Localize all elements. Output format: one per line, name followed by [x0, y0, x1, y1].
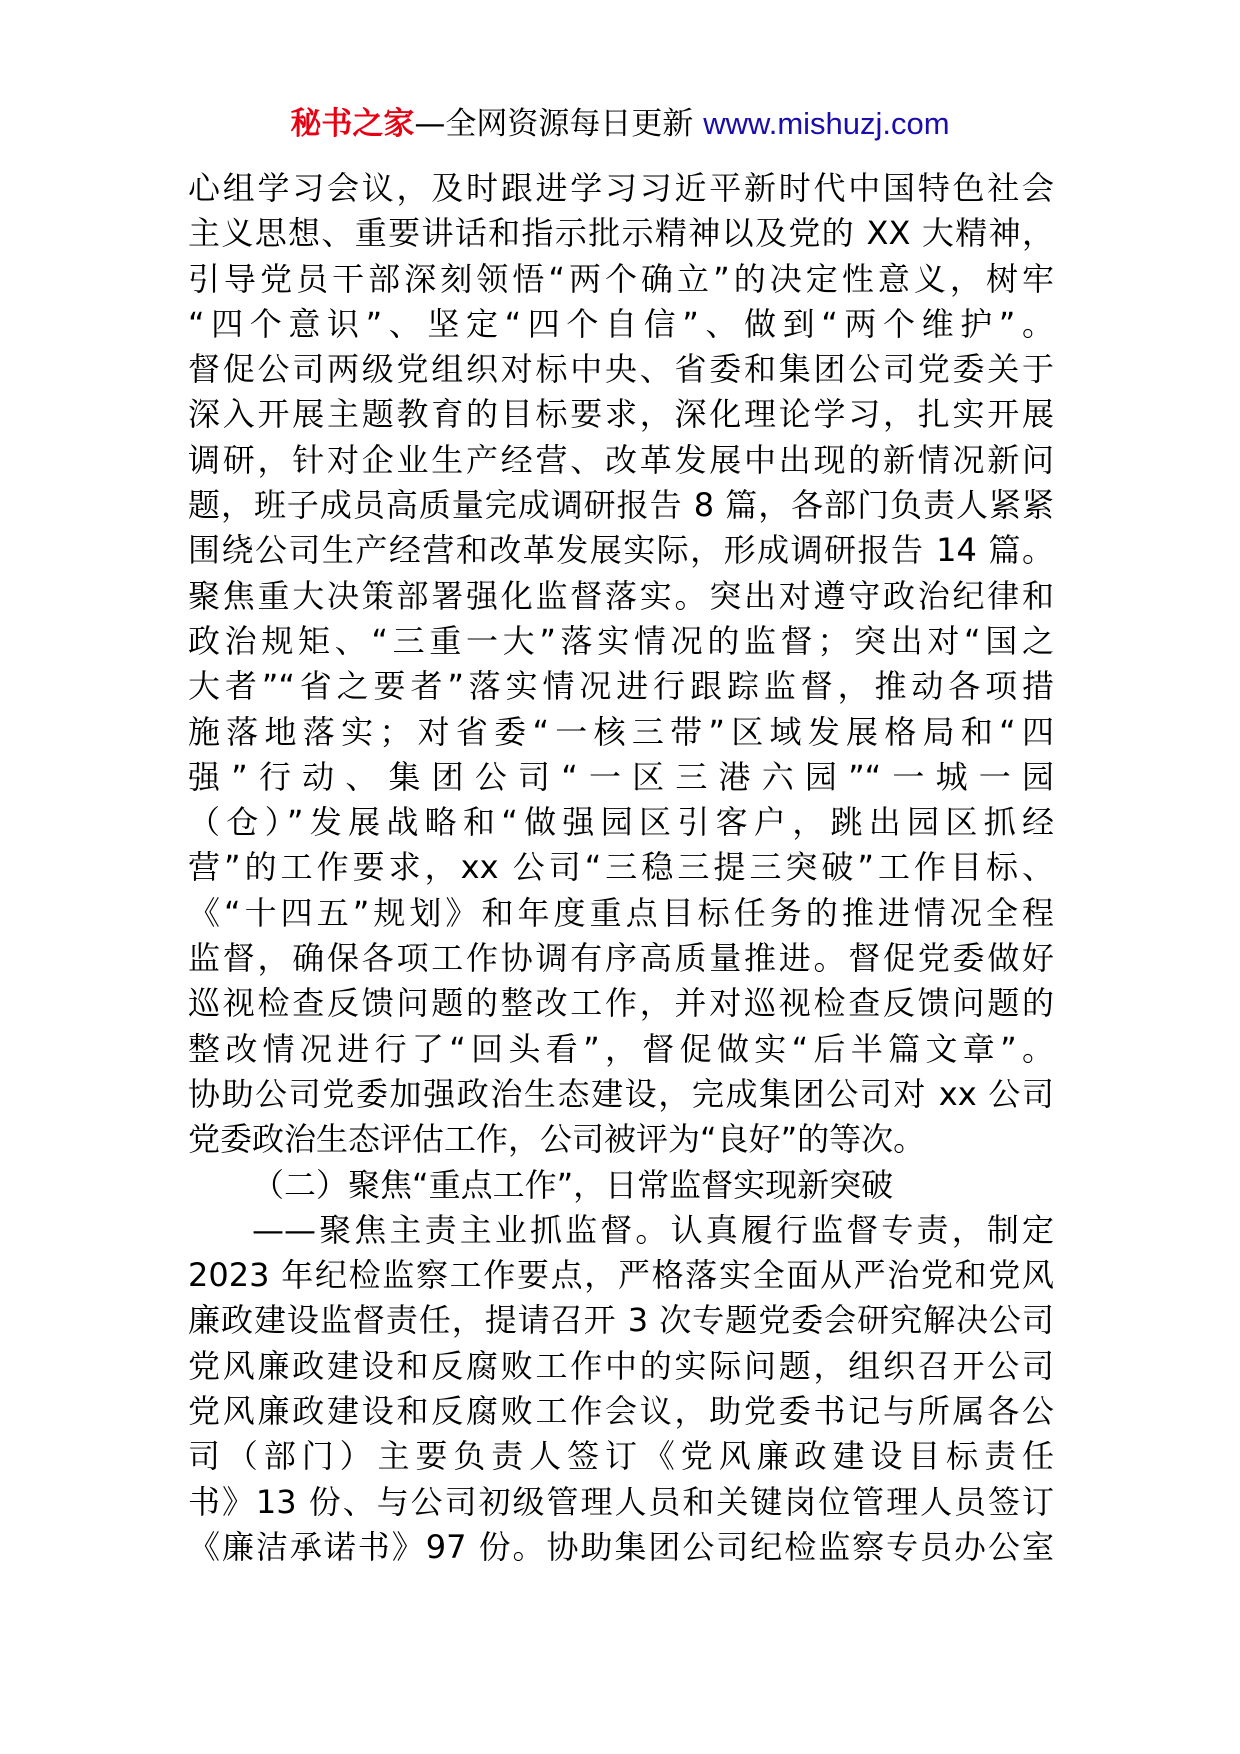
site-header	[0, 100, 1240, 148]
text-line: 心组学习会议，及时跟进学习习近平新时代中国特色社会	[188, 169, 1054, 207]
text-line: 围绕公司生产经营和改革发展实际，形成调研报告 14 篇。	[188, 531, 1054, 570]
text-line: 党委政治生态评估工作，公司被评为“良好”的等次。	[188, 1120, 926, 1159]
site-brand: 秘书之家	[290, 106, 415, 142]
text-line: 协助公司党委加强政治生态建设，完成集团公司对 xx 公司	[188, 1074, 1054, 1113]
text-line: 党风廉政建设和反腐败工作中的实际问题，组织召开公司	[188, 1346, 1054, 1385]
text-line: 督促公司两级党组织对标中央、省委和集团公司党委关于	[188, 350, 1054, 389]
text-line: 调研，针对企业生产经营、改革发展中出现的新情况新问	[188, 440, 1054, 479]
text-line: 政治规矩、“三重一大”落实情况的监督；突出对“国之	[188, 621, 1054, 660]
text-line: 引导党员干部深刻领悟“两个确立”的决定性意义，树牢	[188, 259, 1054, 298]
text-line: 主义思想、重要讲话和指示批示精神以及党的 XX 大精神，	[188, 214, 1054, 253]
text-line: 整改情况进行了“回头看”，督促做实“后半篇文章”。	[188, 1029, 1054, 1068]
text-line: 《廉洁承诺书》97 份。协助集团公司纪检监察专员办公室	[188, 1527, 1054, 1566]
text-line: 营”的工作要求，xx 公司“三稳三提三突破”工作目标、	[188, 848, 1054, 887]
text-line: 廉政建设监督责任，提请召开 3 次专题党委会研究解决公司	[188, 1301, 1054, 1340]
text-line: （仓）”发展战略和“做强园区引客户，跳出园区抓经	[188, 803, 1054, 842]
section-heading: （二）聚焦“重点工作”，日常监督实现新突破	[252, 1165, 894, 1204]
text-line: 监督，确保各项工作协调有序高质量推进。督促党委做好	[188, 939, 1054, 978]
text-line: “四个意识”、坚定“四个自信”、做到“两个维护”。	[188, 304, 1054, 343]
text-line: 题，班子成员高质量完成调研报告 8 篇，各部门负责人紧紧	[188, 486, 1054, 525]
text-line: 强”行动、集团公司“一区三港六园”“一城一园	[188, 757, 1054, 796]
text-line: 党风廉政建设和反腐败工作会议，助党委书记与所属各公	[188, 1392, 1054, 1431]
text-line: 深入开展主题教育的目标要求，深化理论学习，扎实开展	[188, 395, 1054, 434]
text-line: 司（部门）主要负责人签订《党风廉政建设目标责任	[188, 1437, 1054, 1476]
text-line: 书》13 份、与公司初级管理人员和关键岗位管理人员签订	[188, 1482, 1054, 1521]
text-line: 巡视检查反馈问题的整改工作，并对巡视检查反馈问题的	[188, 984, 1054, 1023]
document-body	[188, 166, 1054, 1570]
site-slogan: —全网资源每日更新	[414, 106, 704, 142]
text-line: ——聚焦主责主业抓监督。认真履行监督专责，制定	[252, 1210, 1054, 1249]
text-line: 《“十四五”规划》和年度重点目标任务的推进情况全程	[188, 893, 1054, 932]
site-url-link[interactable]: www.mishuzj.com	[703, 106, 950, 141]
text-line: 大者”“省之要者”落实情况进行跟踪监督，推动各项措	[188, 667, 1054, 706]
text-line: 2023 年纪检监察工作要点，严格落实全面从严治党和党风	[188, 1256, 1054, 1295]
text-line: 施落地落实；对省委“一核三带”区域发展格局和“四	[188, 712, 1054, 751]
text-line: 聚焦重大决策部署强化监督落实。突出对遵守政治纪律和	[188, 576, 1054, 615]
